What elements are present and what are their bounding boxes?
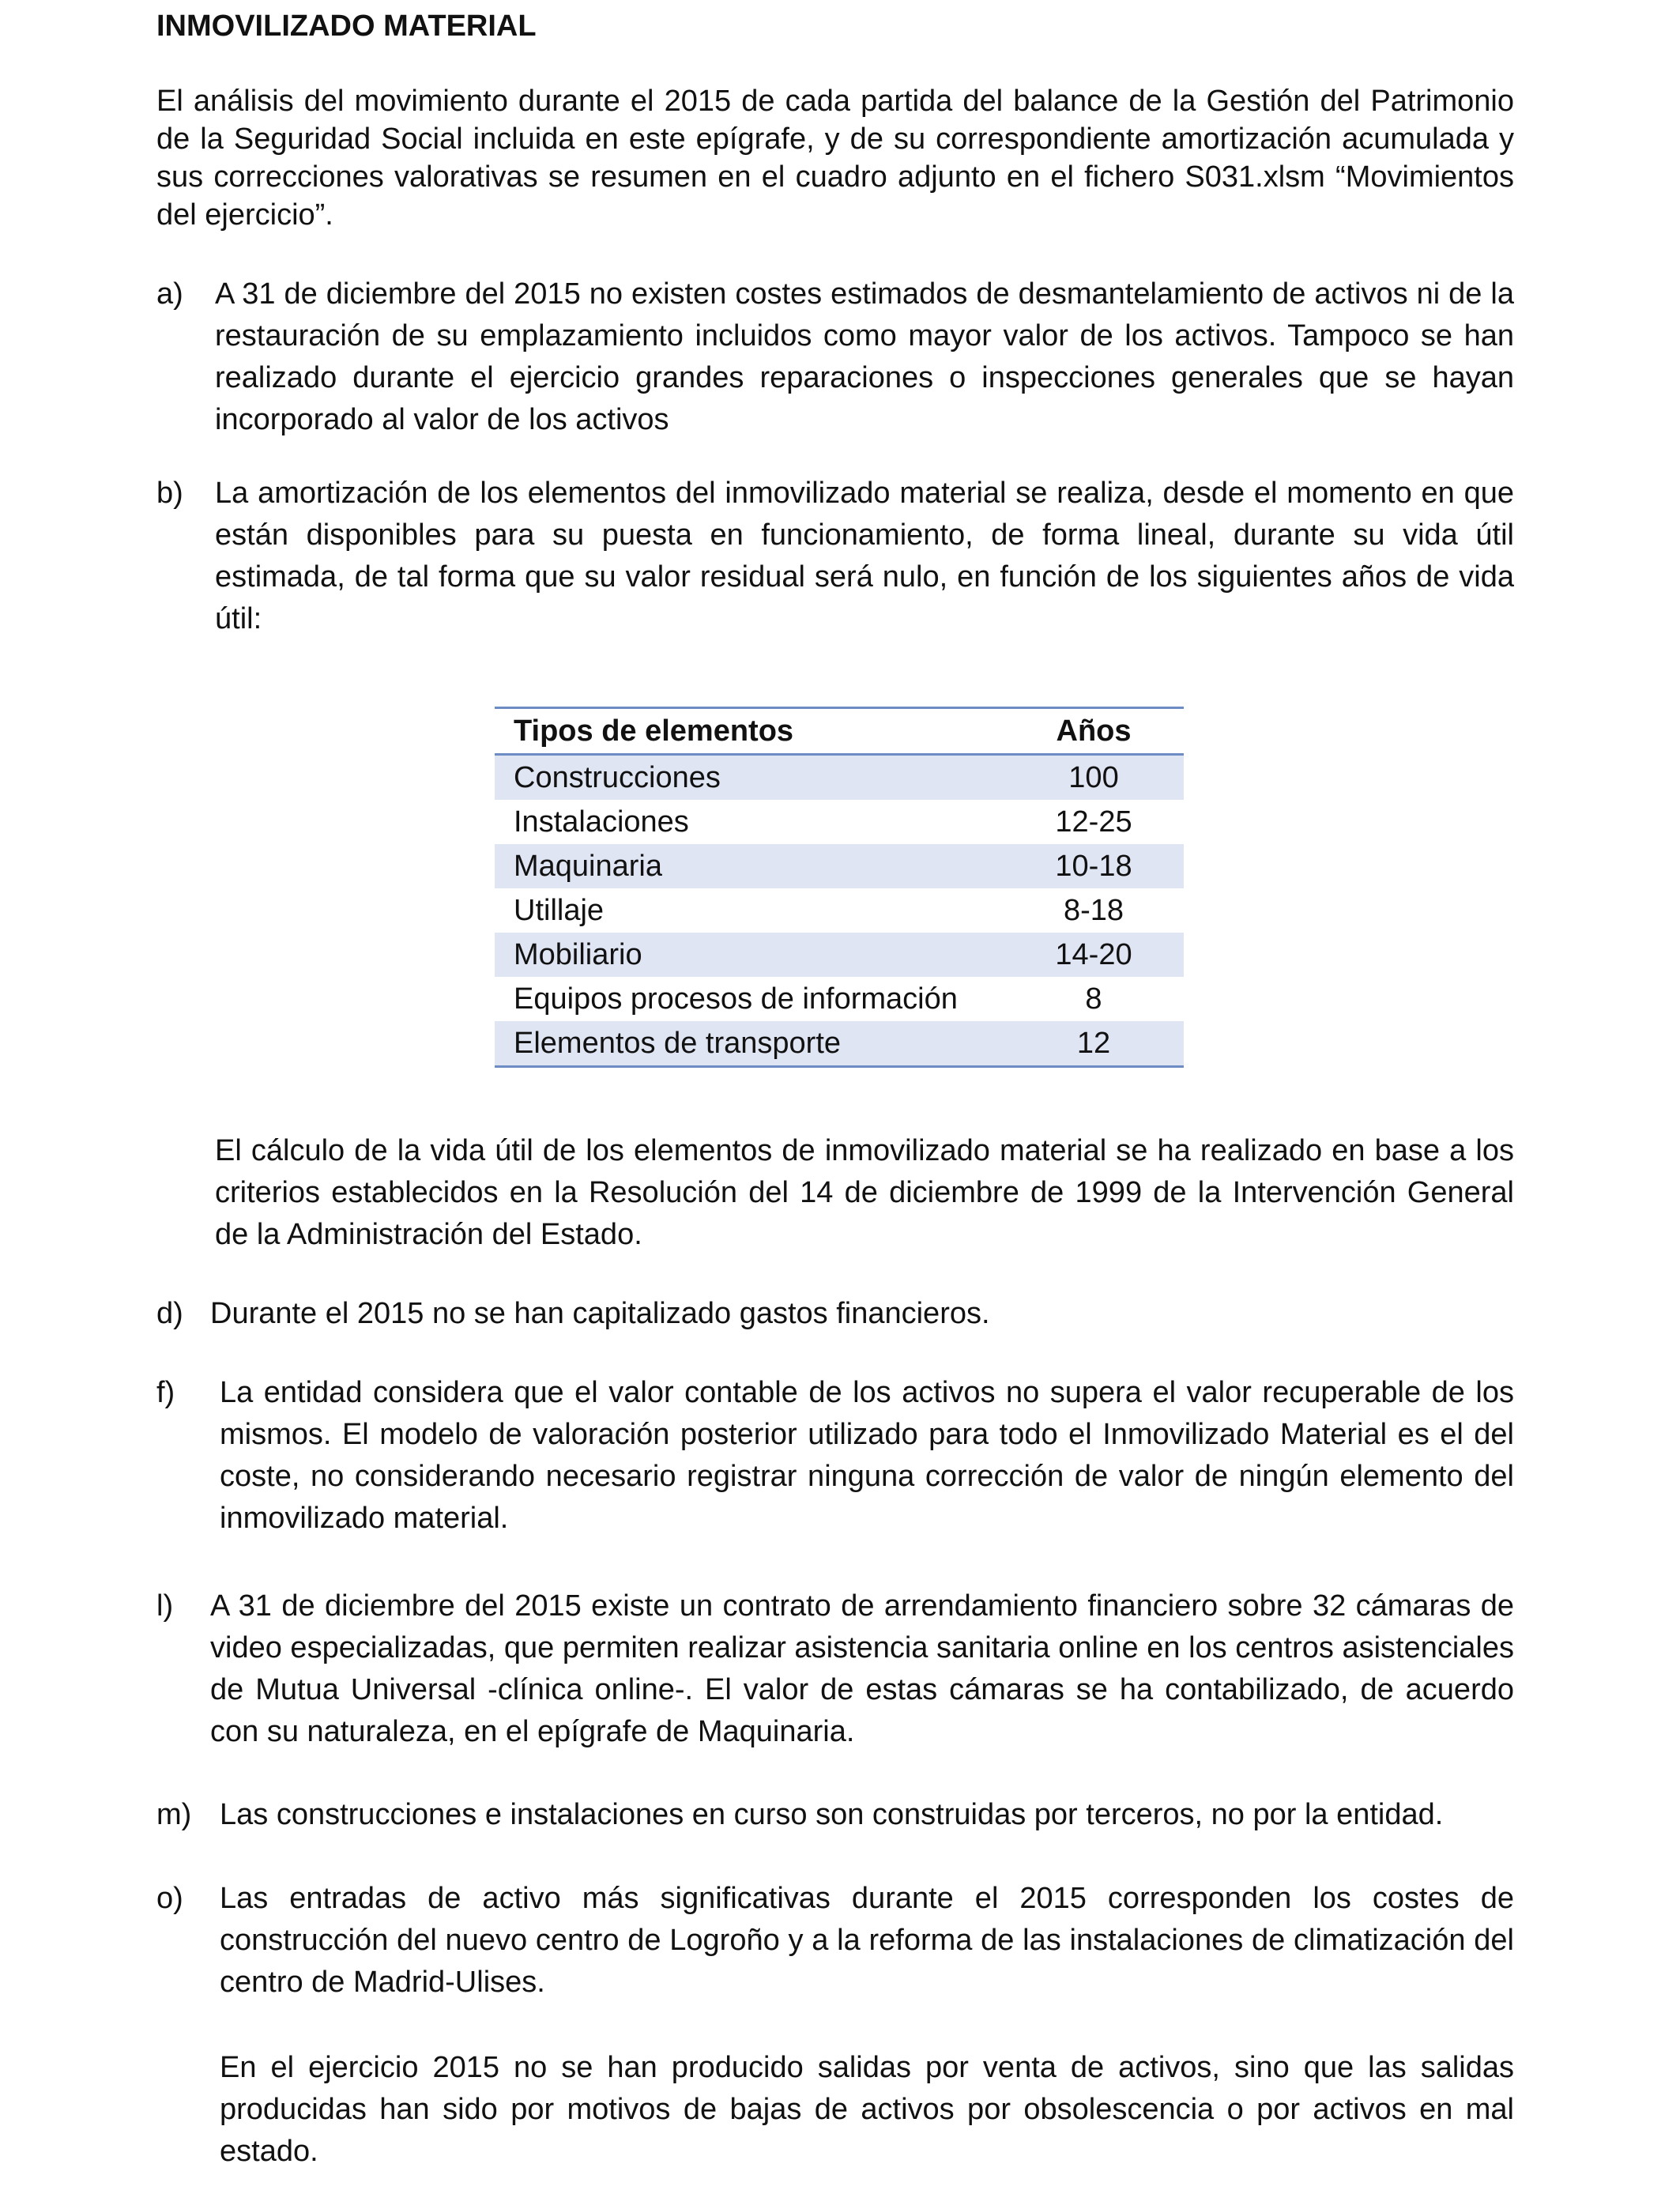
table-cell-years: 10-18 (1004, 844, 1184, 888)
item-o-marker: o) (156, 1882, 183, 1915)
table-cell-years: 100 (1004, 755, 1184, 801)
table-cell-years: 14-20 (1004, 933, 1184, 977)
item-o-text: Las entradas de activo más significativas durante el 2015 corresponden los costes de construcción del nuevo centro de Logroño y a la reforma de las instalaciones de climatización del centro de Madrid-Ulises. (220, 1882, 1514, 1999)
table-cell-type: Utillaje (514, 894, 605, 927)
item-a-marker: a) (156, 277, 183, 311)
table-header-row (495, 708, 1184, 755)
item-l-marker: l) (156, 1589, 174, 1623)
item-f (156, 1372, 1514, 1540)
intro-paragraph: El análisis del movimiento durante el 2015 de cada partida del balance de la Gestión del Patrimonio de la Seguridad Social incluida en este epígrafe, y de su correspondiente amortización acumulada y sus correcciones valorativas se resumen en el cuadro adjunto en el fichero S031.xlsm “Movimientos del ejercicio”. (156, 85, 1514, 232)
table-cell-years: 8-18 (1063, 894, 1124, 927)
item-b (156, 473, 1514, 640)
item-a (156, 273, 1514, 441)
item-d (156, 1293, 1514, 1335)
table-cell-type: Maquinaria (495, 844, 1004, 888)
table-header-type: Tipos de elementos (495, 708, 1004, 755)
table-row (495, 755, 1184, 801)
table-cell-type: Instalaciones (514, 805, 689, 839)
section-title: INMOVILIZADO MATERIAL (156, 9, 537, 43)
table-row (495, 1021, 1184, 1067)
item-o-continuation (220, 2047, 1514, 2173)
item-d-text: Durante el 2015 no se han capitalizado gastos financieros. (210, 1297, 990, 1330)
table-cell-type: Elementos de transporte (495, 1021, 1004, 1067)
item-m (156, 1794, 1514, 1836)
item-b-continuation (215, 1130, 1514, 1256)
item-b-after-text: El cálculo de la vida útil de los elementos de inmovilizado material se ha realizado en base a los criterios establecidos en la Resolución del 14 de diciembre de 1999 de la Intervención General de la Administración del Estado. (215, 1134, 1514, 1251)
table-header-years: Años (1004, 708, 1184, 755)
item-f-text: La entidad considera que el valor contable de los activos no supera el valor recuperable de los mismos. El modelo de valoración posterior utilizado para todo el Inmovilizado Material es el del coste, no considerando necesario registrar ninguna corrección de valor de ningún elemento del inmovilizado material. (220, 1376, 1514, 1535)
table-cell-type: Construcciones (495, 755, 1004, 801)
table-cell-type: Equipos procesos de información (514, 982, 958, 1016)
item-m-text: Las construcciones e instalaciones en curso son construidas por terceros, no por la entidad. (220, 1798, 1444, 1831)
table-row (495, 933, 1184, 977)
table-row (495, 888, 1184, 933)
table-row (495, 844, 1184, 888)
table-cell-years: 12-25 (1055, 805, 1132, 839)
table-cell-years: 8 (1085, 982, 1102, 1016)
item-l-text: A 31 de diciembre del 2015 existe un contrato de arrendamiento financiero sobre 32 cámaras de video especializadas, que permiten realizar asistencia sanitaria online en los centros asistenciales de Mutua Universal -clínica online-. El valor de estas cámaras se ha contabilizado, de acuerdo con su naturaleza, en el epígrafe de Maquinaria. (210, 1589, 1514, 1748)
item-a-text: A 31 de diciembre del 2015 no existen costes estimados de desmantelamiento de activos ni de la restauración de su emplazamiento incluidos como mayor valor de los activos. Tampoco se han realizado durante el ejercicio grandes reparaciones o inspecciones generales que se hayan incorporado al valor de los activos (215, 277, 1514, 436)
item-o (156, 1878, 1514, 2004)
table-cell-type: Mobiliario (495, 933, 1004, 977)
item-b-text: La amortización de los elementos del inmovilizado material se realiza, desde el momento en que están disponibles para su puesta en funcionamiento, de forma lineal, durante su vida útil estimada, de tal forma que su valor residual será nulo, en función de los siguientes años de vida útil: (215, 477, 1514, 635)
item-m-marker: m) (156, 1798, 192, 1831)
item-l (156, 1585, 1514, 1753)
item-o-after-text: En el ejercicio 2015 no se han producido salidas por venta de activos, sino que las salidas producidas han sido por motivos de bajas de activos por obsolescencia o por activos en mal estado. (220, 2051, 1514, 2168)
table-row (495, 977, 1184, 1021)
useful-life-table (495, 707, 1184, 1068)
item-d-marker: d) (156, 1297, 183, 1330)
table-row (495, 800, 1184, 844)
item-f-marker: f) (156, 1376, 175, 1409)
table-cell-years: 12 (1004, 1021, 1184, 1067)
item-b-marker: b) (156, 477, 183, 510)
